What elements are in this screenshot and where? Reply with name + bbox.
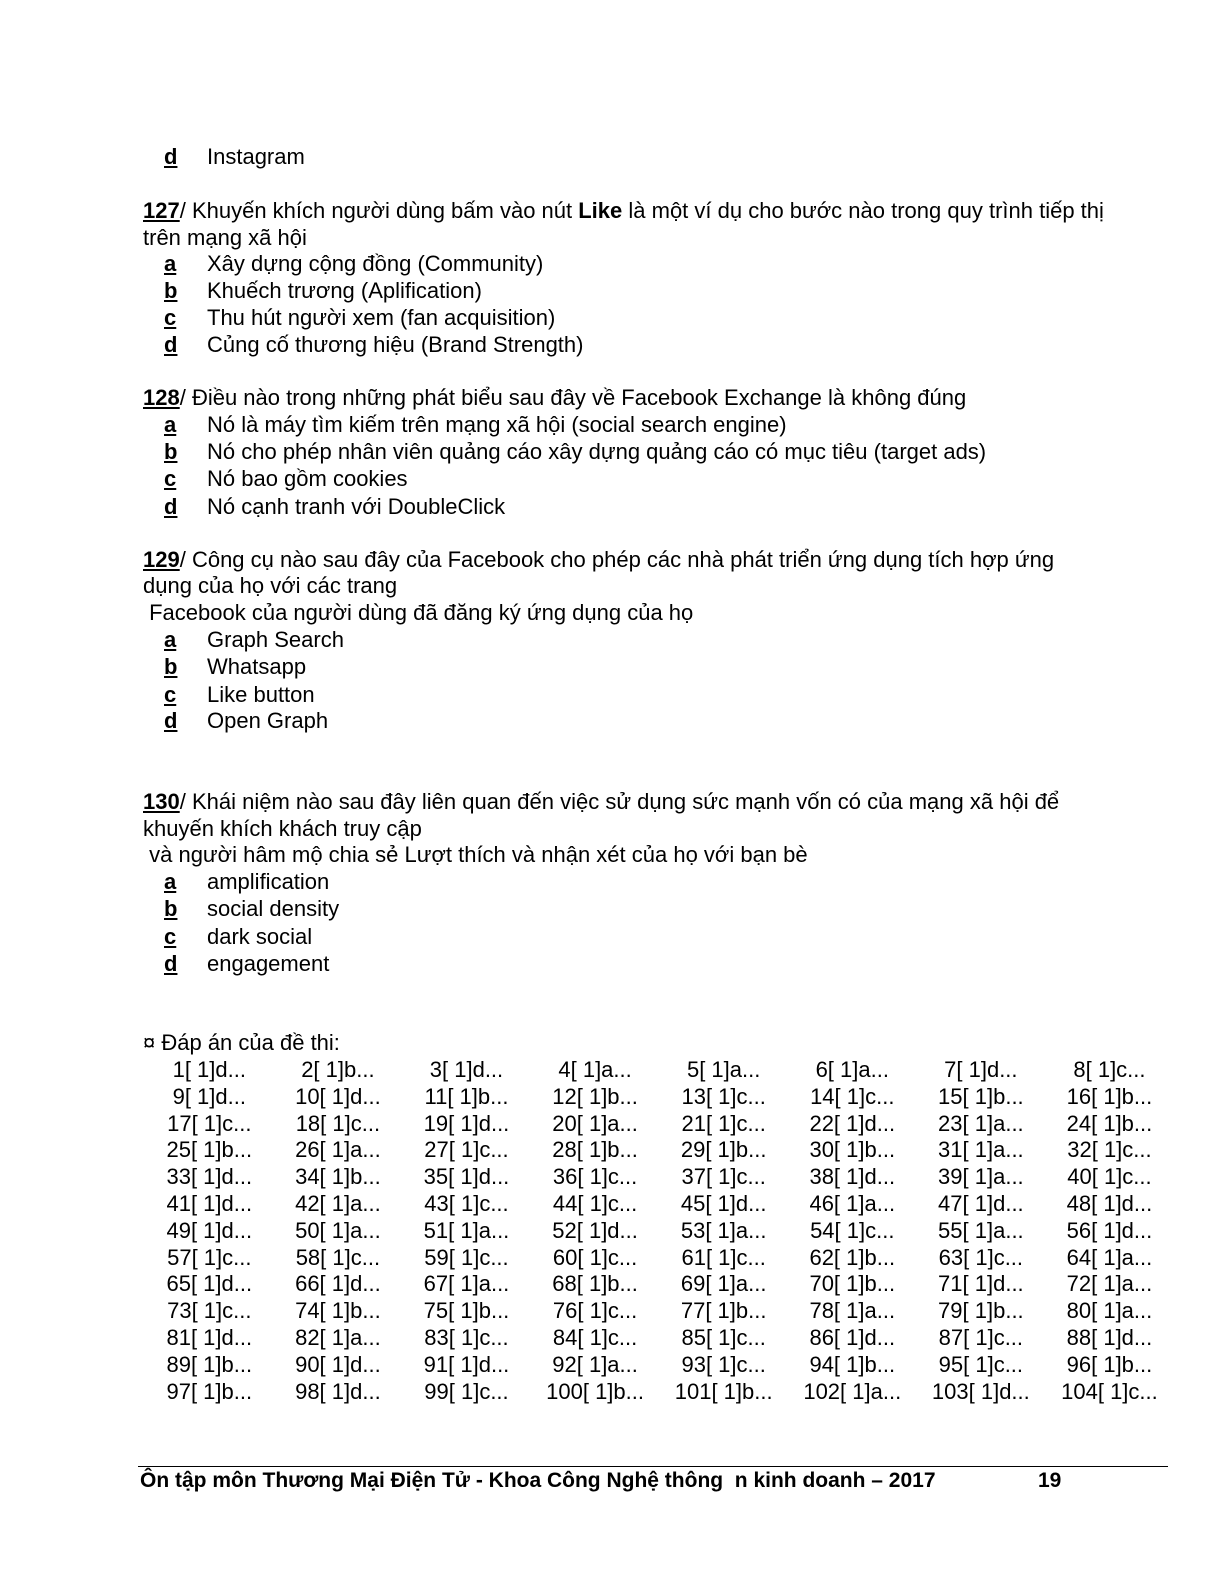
answer-cell: 98[ 1]d... <box>295 1378 381 1404</box>
answer-cell: 28[ 1]b... <box>552 1137 638 1163</box>
answer-cell: 34[ 1]b... <box>295 1164 381 1190</box>
question-text: / Công cụ nào sau đây của Facebook cho phép các nhà phát triển ứng dụng tích hợp ứng <box>179 547 1055 572</box>
answer-cell: 42[ 1]a... <box>295 1190 381 1216</box>
option-letter: d <box>164 494 178 519</box>
answer-cell: 47[ 1]d... <box>938 1190 1024 1216</box>
answer-cell: 91[ 1]d... <box>423 1351 510 1377</box>
option-letter: b <box>164 439 178 464</box>
option-text: Nó là máy tìm kiếm trên mạng xã hội (social search engine) <box>207 412 787 437</box>
answer-cell: 100[ 1]b... <box>546 1378 644 1404</box>
answer-cell: 11[ 1]b... <box>424 1083 509 1109</box>
option-letter: a <box>164 627 177 652</box>
answer-cell: 18[ 1]c... <box>295 1110 381 1136</box>
question-text: và người hâm mộ chia sẻ Lượt thích và nhận xét của họ với bạn bè <box>143 842 808 867</box>
answer-cell: 60[ 1]c... <box>552 1244 638 1270</box>
answer-cell: 40[ 1]c... <box>1067 1164 1152 1190</box>
answer-cell: 102[ 1]a... <box>803 1378 902 1404</box>
option-a <box>164 250 543 277</box>
answer-cell: 103[ 1]d... <box>931 1378 1030 1404</box>
answer-cell: 12[ 1]b... <box>552 1083 638 1109</box>
option-letter: c <box>164 466 177 491</box>
answer-cell: 92[ 1]a... <box>552 1351 638 1377</box>
answer-cell: 37[ 1]c... <box>681 1164 766 1190</box>
answer-cell: 93[ 1]c... <box>681 1351 766 1377</box>
option-text: engagement <box>207 951 330 976</box>
answer-cell: 27[ 1]c... <box>424 1137 509 1163</box>
question-129 <box>143 546 1054 573</box>
answer-cell: 58[ 1]c... <box>295 1244 381 1270</box>
option-text: Khuếch trương (Aplification) <box>207 278 482 303</box>
answer-cell: 52[ 1]d... <box>552 1217 638 1243</box>
answer-cell: 70[ 1]b... <box>809 1271 896 1297</box>
answer-cell: 78[ 1]a... <box>809 1298 896 1324</box>
answer-cell: 101[ 1]b... <box>674 1378 773 1404</box>
answer-cell: 19[ 1]d... <box>423 1110 510 1136</box>
answer-cell: 48[ 1]d... <box>1066 1190 1153 1216</box>
option-text: Thu hút người xem (fan acquisition) <box>207 305 556 330</box>
answer-cell: 63[ 1]c... <box>938 1244 1024 1270</box>
answer-cell: 88[ 1]d... <box>1066 1324 1153 1350</box>
question-128 <box>143 384 966 411</box>
option-text: Xây dựng cộng đồng (Community) <box>207 251 544 276</box>
option-letter: a <box>164 869 177 894</box>
option-letter: d <box>164 144 178 169</box>
footer-text: Ôn tập môn Thương Mại Điện Tử - Khoa Công Nghệ thông n kinh doanh – 2017 <box>140 1469 936 1492</box>
answer-cell: 71[ 1]d... <box>938 1271 1024 1297</box>
answer-cell: 95[ 1]c... <box>938 1351 1024 1377</box>
option-letter: d <box>164 708 178 733</box>
option-b <box>164 895 339 922</box>
answer-cell: 53[ 1]a... <box>680 1217 767 1243</box>
answer-cell: 96[ 1]b... <box>1066 1351 1153 1377</box>
option-text: dark social <box>207 924 313 949</box>
answer-cell: 83[ 1]c... <box>424 1324 509 1350</box>
question-number: 128 <box>143 385 180 410</box>
answer-cell: 67[ 1]a... <box>423 1271 510 1297</box>
option-b <box>164 277 482 304</box>
answer-cell: 85[ 1]c... <box>681 1324 766 1350</box>
option-a <box>164 626 344 653</box>
answer-cell: 50[ 1]a... <box>295 1217 381 1243</box>
answer-cell: 23[ 1]a... <box>938 1110 1024 1136</box>
answer-cell: 77[ 1]b... <box>680 1298 767 1324</box>
question-number: 129 <box>143 547 180 572</box>
option-text: Củng cố thương hiệu (Brand Strength) <box>207 332 584 357</box>
answers-heading: ¤ Đáp án của đề thi: <box>143 1030 340 1055</box>
answer-cell: 33[ 1]d... <box>166 1164 253 1190</box>
answer-cell: 79[ 1]b... <box>938 1298 1024 1324</box>
question-text-bold: Like <box>578 198 623 223</box>
answer-cell: 56[ 1]d... <box>1066 1217 1153 1243</box>
option-letter: a <box>164 251 177 276</box>
answer-cell: 80[ 1]a... <box>1066 1298 1153 1324</box>
answer-cell: 38[ 1]d... <box>809 1164 896 1190</box>
answer-cell: 86[ 1]d... <box>809 1324 896 1350</box>
answer-cell: 10[ 1]d... <box>295 1083 381 1109</box>
answer-cell: 69[ 1]a... <box>680 1271 767 1297</box>
question-text: / Khái niệm nào sau đây liên quan đến việc sử dụng sức mạnh vốn có của mạng xã hội để <box>179 789 1060 814</box>
question-text: dụng của họ với các trang <box>143 573 398 598</box>
answer-cell: 5[ 1]a... <box>686 1057 761 1082</box>
answer-cell: 20[ 1]a... <box>552 1110 638 1136</box>
answer-cell: 41[ 1]d... <box>166 1190 253 1216</box>
answer-cell: 22[ 1]d... <box>809 1110 896 1136</box>
answer-cell: 64[ 1]a... <box>1066 1244 1153 1270</box>
question-text: là một ví dụ cho bước nào trong quy trình tiếp thị <box>622 198 1104 223</box>
answer-cell: 39[ 1]a... <box>938 1164 1024 1190</box>
answer-cell: 97[ 1]b... <box>166 1378 253 1404</box>
option-c <box>164 681 315 708</box>
option-letter: b <box>164 896 178 921</box>
option-a <box>164 411 787 438</box>
answer-cell: 94[ 1]b... <box>809 1351 896 1377</box>
option-text: Like button <box>207 682 315 707</box>
option-c <box>164 465 408 492</box>
question-text: / Khuyến khích người dùng bấm vào nút <box>179 198 579 223</box>
answer-cell: 31[ 1]a... <box>938 1137 1024 1163</box>
option-a <box>164 868 329 895</box>
answer-cell: 104[ 1]c... <box>1061 1378 1158 1404</box>
answer-cell: 65[ 1]d... <box>166 1271 253 1297</box>
question-text: Facebook của người dùng đã đăng ký ứng dụng của họ <box>143 600 694 625</box>
option-text: social density <box>207 896 340 921</box>
answer-cell: 59[ 1]c... <box>424 1244 509 1270</box>
answer-cell: 26[ 1]a... <box>295 1137 381 1163</box>
answer-cell: 72[ 1]a... <box>1066 1271 1153 1297</box>
answer-cell: 32[ 1]c... <box>1067 1137 1152 1163</box>
answer-cell: 14[ 1]c... <box>810 1083 895 1109</box>
answer-cell: 90[ 1]d... <box>295 1351 381 1377</box>
question-text: khuyến khích khách truy cập <box>143 816 422 841</box>
option-text: Instagram <box>207 144 305 169</box>
answer-cell: 43[ 1]c... <box>424 1190 509 1216</box>
option-letter: a <box>164 412 177 437</box>
answer-cell: 76[ 1]c... <box>552 1298 638 1324</box>
answer-cell: 73[ 1]c... <box>167 1298 252 1324</box>
option-d <box>164 950 329 977</box>
answer-cell: 9[ 1]d... <box>172 1083 246 1109</box>
option-letter: b <box>164 654 178 679</box>
option-text: Nó cạnh tranh với DoubleClick <box>207 494 506 519</box>
option-text: amplification <box>207 869 330 894</box>
answer-cell: 89[ 1]b... <box>166 1351 253 1377</box>
option-letter: c <box>164 305 177 330</box>
answer-cell: 7[ 1]d... <box>944 1057 1018 1082</box>
option-text: Nó cho phép nhân viên quảng cáo xây dựng quảng cáo có mục tiêu (target ads) <box>207 439 987 464</box>
option-d <box>164 493 505 520</box>
option-text: Open Graph <box>207 708 329 733</box>
option-letter: c <box>164 682 177 707</box>
answer-cell: 29[ 1]b... <box>680 1137 767 1163</box>
answer-cell: 54[ 1]c... <box>810 1217 895 1243</box>
option-b <box>164 438 986 465</box>
answer-cell: 55[ 1]a... <box>938 1217 1024 1243</box>
question-text: / Điều nào trong những phát biểu sau đây về Facebook Exchange là không đúng <box>179 385 967 410</box>
option-letter: c <box>164 924 177 949</box>
answer-cell: 6[ 1]a... <box>815 1057 889 1082</box>
answer-cell: 61[ 1]c... <box>681 1244 766 1270</box>
question-number: 127 <box>143 198 180 223</box>
answer-cell: 68[ 1]b... <box>552 1271 638 1297</box>
answer-cell: 8[ 1]c... <box>1073 1057 1146 1082</box>
option-d-prev <box>164 143 305 170</box>
option-text: Nó bao gồm cookies <box>207 466 408 491</box>
answer-cell: 2[ 1]b... <box>301 1057 375 1082</box>
answer-cell: 15[ 1]b... <box>938 1083 1024 1109</box>
answer-cell: 75[ 1]b... <box>423 1298 510 1324</box>
answer-cell: 82[ 1]a... <box>295 1324 381 1350</box>
answer-cell: 24[ 1]b... <box>1066 1110 1153 1136</box>
page-number: 19 <box>1038 1469 1062 1492</box>
option-letter: b <box>164 278 178 303</box>
option-letter: d <box>164 332 178 357</box>
answer-cell: 16[ 1]b... <box>1066 1083 1153 1109</box>
option-d <box>164 331 583 358</box>
answer-cell: 30[ 1]b... <box>809 1137 896 1163</box>
answer-grid <box>145 1057 1175 1405</box>
answer-cell: 3[ 1]d... <box>429 1057 504 1082</box>
option-text: Whatsapp <box>207 654 307 679</box>
question-127 <box>143 197 1104 224</box>
question-number: 130 <box>143 789 180 814</box>
answer-cell: 62[ 1]b... <box>809 1244 896 1270</box>
answer-cell: 46[ 1]a... <box>809 1190 896 1216</box>
question-130 <box>143 788 1059 815</box>
option-c <box>164 923 312 950</box>
option-c <box>164 304 555 331</box>
option-text: Graph Search <box>207 627 344 652</box>
answer-cell: 21[ 1]c... <box>681 1110 766 1136</box>
answer-cell: 17[ 1]c... <box>167 1110 252 1136</box>
answer-cell: 13[ 1]c... <box>681 1083 766 1109</box>
answer-cell: 66[ 1]d... <box>295 1271 381 1297</box>
answer-cell: 84[ 1]c... <box>552 1324 638 1350</box>
answer-cell: 57[ 1]c... <box>167 1244 252 1270</box>
option-letter: d <box>164 951 178 976</box>
answer-cell: 51[ 1]a... <box>423 1217 510 1243</box>
answer-cell: 99[ 1]c... <box>424 1378 509 1404</box>
answer-cell: 4[ 1]a... <box>558 1057 632 1082</box>
answer-cell: 25[ 1]b... <box>166 1137 253 1163</box>
question-text: trên mạng xã hội <box>143 225 307 250</box>
answer-cell: 81[ 1]d... <box>166 1324 253 1350</box>
answer-cell: 45[ 1]d... <box>680 1190 767 1216</box>
answer-cell: 87[ 1]c... <box>938 1324 1024 1350</box>
answer-cell: 74[ 1]b... <box>295 1298 381 1324</box>
answer-cell: 44[ 1]c... <box>552 1190 638 1216</box>
option-b <box>164 653 306 680</box>
option-d <box>164 707 328 734</box>
answer-cell: 36[ 1]c... <box>552 1164 638 1190</box>
answer-cell: 35[ 1]d... <box>423 1164 510 1190</box>
answer-cell: 1[ 1]d... <box>172 1057 246 1082</box>
answer-cell: 49[ 1]d... <box>166 1217 253 1243</box>
